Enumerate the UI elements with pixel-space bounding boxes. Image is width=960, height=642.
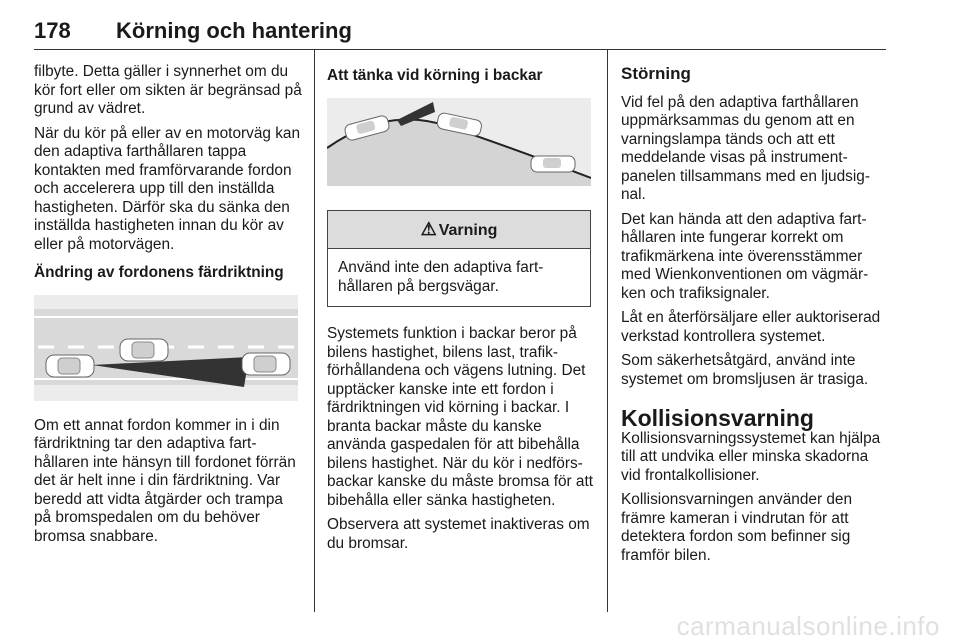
- column-3: [621, 63, 887, 571]
- page-title: Körning och hantering: [116, 18, 352, 43]
- paragraph: Vid fel på den adaptiva farthållaren uppmärksammas du genom att en varningslampa tänds och att ett meddelande visas på instrumentpanelen tillsammans med en ljudsignal.: [621, 93, 870, 203]
- page-number: 178: [34, 18, 71, 43]
- paragraph: Som säkerhetsåtgärd, använd inte systemet om bromsljusen är trasiga.: [621, 352, 869, 388]
- paragraph: Låt en återförsäljare eller auktoriserad verkstad kontrollera systemet.: [621, 309, 881, 345]
- section-title-collision-warning: Kollisionsvarning: [621, 405, 814, 431]
- paragraph: Systemets funktion i backar beror på bilens hastighet, bilens last, trafikförhållandena och vägens lutning. Det upptäcker kanske inte ett fordon i färdriktningen vid körning i backar. I branta backar måste du kanske använda gaspedalen för att bibehålla bilens hastighet. När du kör i nedförsbackar kanske du måste bromsa för att bibehålla eller sänka hastigheten.: [327, 325, 594, 509]
- paragraph: filbyte. Detta gäller i synnerhet om du kör fort eller om sikten är begränsad på grund av vädret.: [34, 63, 302, 117]
- warning-triangle-icon: ⚠: [420, 218, 437, 239]
- subheading-hills: Att tänka vid körning i backar: [327, 67, 543, 84]
- column-divider-1: [314, 50, 315, 612]
- warning-header: [328, 211, 590, 250]
- section-title-malfunction: Störning: [621, 64, 691, 83]
- paragraph: Om ett annat fordon kommer in i din färdriktning tar den adaptiva farthållaren inte hänsyn till fordonet förrän det är helt inne i din färdriktning. Var beredd att vidta åtgärder och trampa på bromspedalen om du behöver bromsa snabbare.: [34, 416, 296, 545]
- target-car-icon: [242, 353, 290, 375]
- column-2: [327, 63, 595, 559]
- car-ahead-icon: [120, 339, 168, 361]
- paragraph: Observera att systemet inaktiveras om du bromsar.: [327, 516, 590, 552]
- car-downhill-icon: [531, 156, 575, 172]
- hill-driving-illustration: [327, 98, 591, 186]
- warning-text: Använd inte den adaptiva farthållaren på bergsvägar.: [338, 259, 544, 295]
- lane-change-illustration: [34, 295, 298, 401]
- column-1: [34, 63, 302, 552]
- watermark: carmanualsonline.info: [676, 611, 940, 641]
- page-header: [34, 18, 886, 48]
- paragraph: Det kan hända att den adaptiva farthållaren inte fungerar korrekt om trafikmärkena inte överensstämmer med Wienkonventionen om vägmärken och trafiksignaler.: [621, 210, 869, 302]
- header-divider: [34, 49, 886, 50]
- column-divider-2: [607, 50, 608, 612]
- subheading-direction-change: Ändring av fordonens färdriktning: [34, 264, 284, 281]
- warning-title: Varning: [438, 221, 498, 239]
- paragraph: Kollisionsvarningen använder den främre kameran i vindrutan för att detektera fordon som befinner sig framför bilen.: [621, 491, 853, 564]
- warning-box: [327, 210, 591, 308]
- paragraph: Kollisionsvarningssystemet kan hjälpa till att undvika eller minska skadorna vid frontalkollisioner.: [621, 429, 881, 484]
- paragraph: När du kör på eller av en motorväg kan den adaptiva farthållaren tappa kontakten med framförvarande fordon och accelerera upp till den inställda hastigheten. Därför ska du sänka den inställda hastigheten innan du kör av eller på motorvägen.: [34, 124, 301, 253]
- own-car-icon: [46, 355, 94, 377]
